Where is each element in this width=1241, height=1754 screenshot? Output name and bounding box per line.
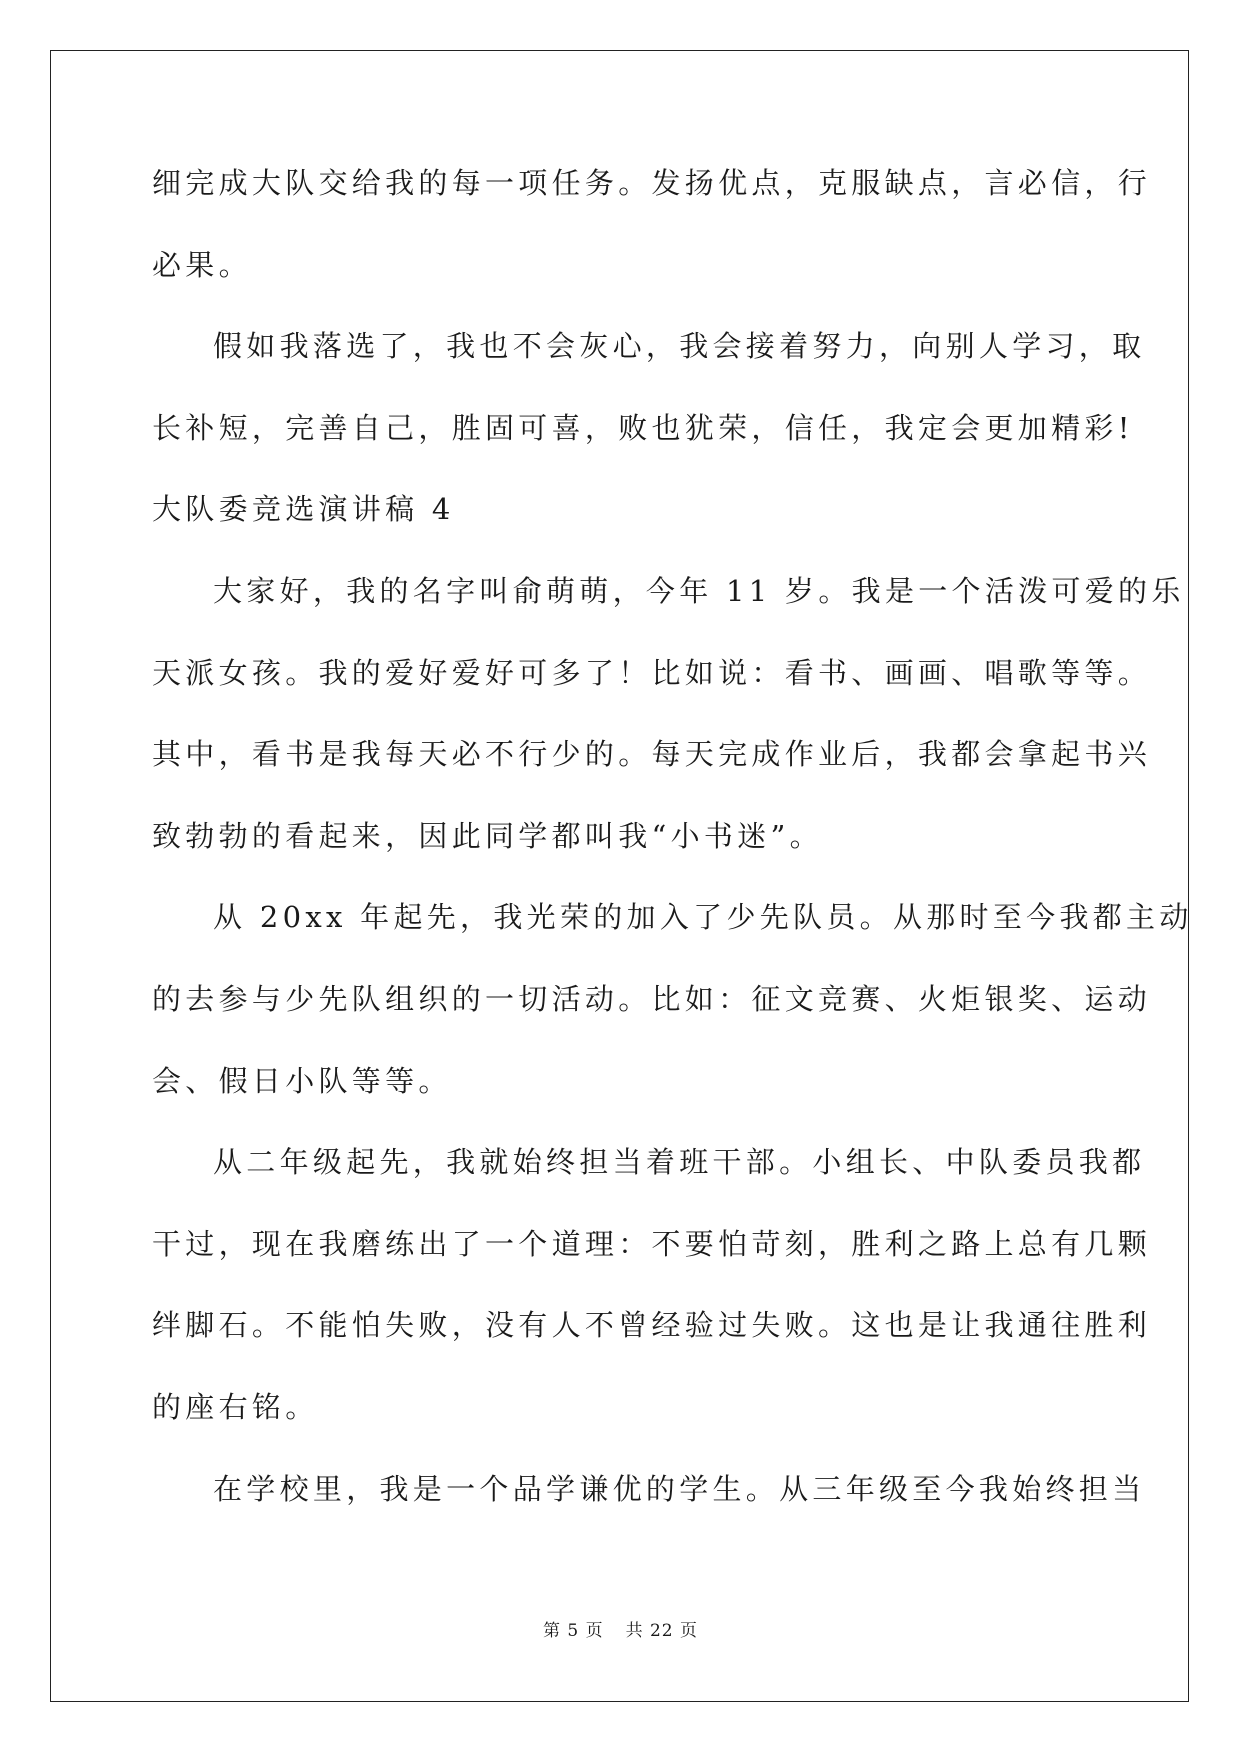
text-line: 大家好，我的名字叫俞萌萌，今年 11 岁。我是一个活泼可爱的乐 [213,573,1185,608]
document-body [152,163,1193,1550]
text-line: 从 20xx 年起先，我光荣的加入了少先队员。从那时至今我都主动 [213,900,1193,935]
text-line: 假如我落选了，我也不会灰心，我会接着努力，向别人学习，取 [213,329,1146,364]
text-line: 绊脚石。不能怕失败，没有人不曾经验过失败。这也是让我通往胜利 [152,1308,1152,1343]
text-line: 会、假日小队等等。 [152,1063,452,1098]
text-line: 细完成大队交给我的每一项任务。发扬优点，克服缺点，言必信，行 [152,166,1152,200]
text-line: 长补短，完善自己，胜固可喜，败也犹荣，信任，我定会更加精彩! [152,410,1134,445]
text-line: 的去参与少先队组织的一切活动。比如：征文竞赛、火炬银奖、运动 [152,981,1152,1016]
text-line: 必果。 [152,247,252,282]
text-line: 的座右铭。 [152,1389,319,1424]
page-number: 第 5 页 [542,1621,604,1641]
text-line: 天派女孩。我的爱好爱好可多了！比如说：看书、画画、唱歌等等。 [152,655,1152,690]
section-heading: 大队委竞选演讲稿 4 [152,492,455,527]
text-line: 其中，看书是我每天必不行少的。每天完成作业后，我都会拿起书兴 [152,737,1152,772]
text-line: 致勃勃的看起来，因此同学都叫我“小书迷”。 [152,818,823,853]
text-line: 在学校里，我是一个品学谦优的学生。从三年级至今我始终担当 [213,1471,1146,1506]
page-footer [0,1619,1241,1643]
page-total: 共 22 页 [625,1621,699,1641]
text-line: 干过，现在我磨练出了一个道理：不要怕苛刻，胜利之路上总有几颗 [152,1226,1152,1261]
text-line: 从二年级起先，我就始终担当着班干部。小组长、中队委员我都 [213,1145,1146,1180]
